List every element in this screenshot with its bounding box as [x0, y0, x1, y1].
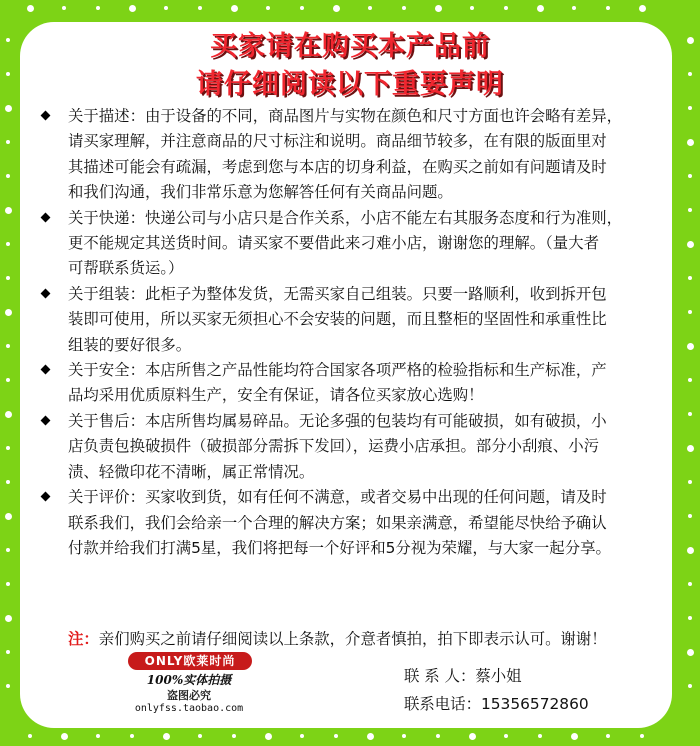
frame-dot	[6, 344, 10, 348]
frame-dot	[334, 734, 338, 738]
notice-sections	[42, 104, 667, 561]
header-title-line2: 请仔细阅读以下重要声明	[196, 69, 504, 100]
section-line: 关于描述：由于设备的不同，商品图片与实物在颜色和尺寸方面也许会略有差异，	[68, 107, 623, 125]
frame-dot	[688, 174, 692, 178]
frame-dot	[5, 513, 12, 520]
contact-phone-value: 15356572860	[480, 695, 589, 713]
frame-dot	[504, 6, 508, 10]
frame-dot	[5, 105, 12, 112]
frame-dot	[687, 445, 694, 452]
section-line: 其描述可能会有疏漏，考虑到您与本店的切身利益，在购买之前如有问题请及时	[68, 157, 607, 176]
frame-dot	[6, 140, 10, 144]
frame-dot	[687, 343, 694, 350]
logo-notice: 盗图必究	[167, 689, 211, 702]
section-line: 组装的要好很多。	[68, 335, 192, 354]
frame-dot	[606, 6, 610, 10]
frame-dot	[639, 5, 646, 12]
section-description	[42, 104, 667, 206]
frame-dot	[6, 650, 10, 654]
frame-dot	[6, 378, 10, 382]
section-line: 关于快递：快递公司与小店只是合作关系，小店不能左右其服务态度和行为准则，	[68, 208, 623, 227]
contact-phone-label: 联系电话：	[404, 695, 481, 713]
frame-dot	[402, 6, 406, 10]
frame-dot	[265, 733, 272, 740]
frame-dot	[368, 6, 372, 10]
frame-dot	[6, 582, 10, 586]
frame-dot	[300, 6, 304, 10]
section-line: 关于售后：本店所售均属易碎品。无论多强的包装均有可能破损，如有破损，小	[68, 411, 607, 430]
frame-dot	[367, 733, 374, 740]
frame-dot	[6, 276, 10, 280]
diamond-bullet-icon	[41, 111, 51, 121]
frame-dot	[688, 582, 692, 586]
frame-dot	[688, 276, 692, 280]
section-line: 关于安全：本店所售之产品性能均符合国家各项严格的检验指标和生产标准，产	[68, 361, 607, 380]
frame-dot	[6, 174, 10, 178]
frame-dot	[688, 514, 692, 518]
section-line: 渍、轻微印花不清晰，属正常情况。	[68, 462, 315, 481]
diamond-bullet-icon	[41, 365, 51, 375]
section-after-sales	[42, 409, 667, 485]
frame-dot	[537, 5, 544, 12]
section-review	[42, 485, 667, 561]
note-text: 亲们购买之前请仔细阅读以上条款，介意者慎拍，拍下即表示认可。谢谢！	[98, 630, 607, 648]
contact-phone	[404, 692, 589, 714]
frame-dot	[198, 734, 202, 738]
frame-dot	[6, 480, 10, 484]
frame-dot	[688, 480, 692, 484]
frame-dot	[130, 734, 134, 738]
frame-dot	[96, 6, 100, 10]
frame-dot	[5, 615, 12, 622]
frame-dot	[333, 5, 340, 12]
section-delivery	[42, 206, 667, 282]
contact-person-label: 联 系 人：	[404, 667, 476, 685]
frame-dot	[6, 242, 10, 246]
note-label: 注：	[68, 630, 99, 648]
logo-url: onlyfss.taobao.com	[134, 703, 244, 714]
frame-dot	[504, 734, 508, 738]
frame-dot	[198, 6, 202, 10]
frame-dot	[163, 733, 170, 740]
frame-dot	[27, 5, 34, 12]
frame-dot	[640, 734, 644, 738]
contact-person	[404, 664, 522, 686]
frame-dot	[538, 734, 542, 738]
frame-dot	[470, 6, 474, 10]
section-line: 联系我们，我们会给亲一个合理的解决方案；如果亲满意，希望能尽快给予确认	[68, 513, 607, 532]
frame-dot	[436, 734, 440, 738]
header-title-line1: 买家请在购买本产品前	[210, 31, 490, 62]
frame-dot	[5, 309, 12, 316]
frame-dot	[688, 684, 692, 688]
frame-dot	[688, 208, 692, 212]
frame-dot	[232, 734, 236, 738]
frame-dot	[62, 6, 66, 10]
frame-dot	[571, 733, 578, 740]
frame-dot	[6, 548, 10, 552]
frame-dot	[687, 547, 694, 554]
frame-dot	[688, 412, 692, 416]
frame-dot	[688, 310, 692, 314]
frame-dot	[164, 6, 168, 10]
diamond-bullet-icon	[41, 288, 51, 298]
section-line: 更不能规定其送货时间。请买家不要借此来刁难小店，谢谢您的理解。（量大者	[68, 234, 599, 253]
section-safety	[42, 358, 667, 409]
frame-dot	[687, 139, 694, 146]
frame-dot	[572, 6, 576, 10]
frame-dot	[606, 734, 610, 738]
diamond-bullet-icon	[41, 212, 51, 222]
frame-dot	[435, 5, 442, 12]
frame-dot	[6, 446, 10, 450]
diamond-bullet-icon	[41, 415, 51, 425]
section-assembly	[42, 282, 667, 358]
section-line: 装即可使用，所以买家无须担心不会安装的问题，而且整柜的坚固性和承重性比	[68, 310, 607, 329]
frame-dot	[96, 734, 100, 738]
section-line: 和我们沟通，我们非常乐意为您解答任何有关商品问题。	[68, 183, 453, 202]
frame-dot	[28, 734, 32, 738]
frame-dot	[266, 6, 270, 10]
section-line: 店负责包换破损件（破损部分需拆下发回），运费小店承担。部分小刮痕、小污	[68, 437, 599, 456]
frame-dot	[129, 5, 136, 12]
section-line: 付款并给我们打满5星，我们将把每一个好评和5分视为荣耀，与大家一起分享。	[68, 538, 611, 557]
frame-dot	[469, 733, 476, 740]
frame-dot	[5, 207, 12, 214]
logo-tagline: 100%实体拍摄	[146, 673, 232, 687]
frame-dot	[402, 734, 406, 738]
frame-dot	[5, 411, 12, 418]
section-line: 品均采用优质原料生产，安全有保证，请各位买家放心选购！	[68, 386, 484, 405]
frame-dot	[300, 734, 304, 738]
section-line: 可帮联系货运。）	[68, 259, 184, 278]
section-line: 关于评价：买家收到货，如有任何不满意，或者交易中出现的任何问题，请及时	[68, 488, 607, 507]
note-line	[68, 627, 607, 649]
logo-brand: ONLY欧莱时尚	[128, 652, 252, 670]
shop-logo	[118, 652, 260, 718]
frame-dot	[687, 649, 694, 656]
contact-person-value: 蔡小姐	[475, 667, 522, 685]
frame-dot	[688, 616, 692, 620]
frame-dot	[231, 5, 238, 12]
section-line: 请买家理解，并注意商品的尺寸标注和说明。商品细节较多，在有限的版面里对	[68, 132, 607, 151]
frame-dot	[688, 378, 692, 382]
diamond-bullet-icon	[41, 492, 51, 502]
frame-dot	[6, 684, 10, 688]
section-line: 关于组装：此柜子为整体发货，无需买家自己组装。只要一路顺利，收到拆开包	[68, 284, 607, 303]
frame-dot	[61, 733, 68, 740]
frame-dot	[687, 241, 694, 248]
frame-dot	[688, 106, 692, 110]
